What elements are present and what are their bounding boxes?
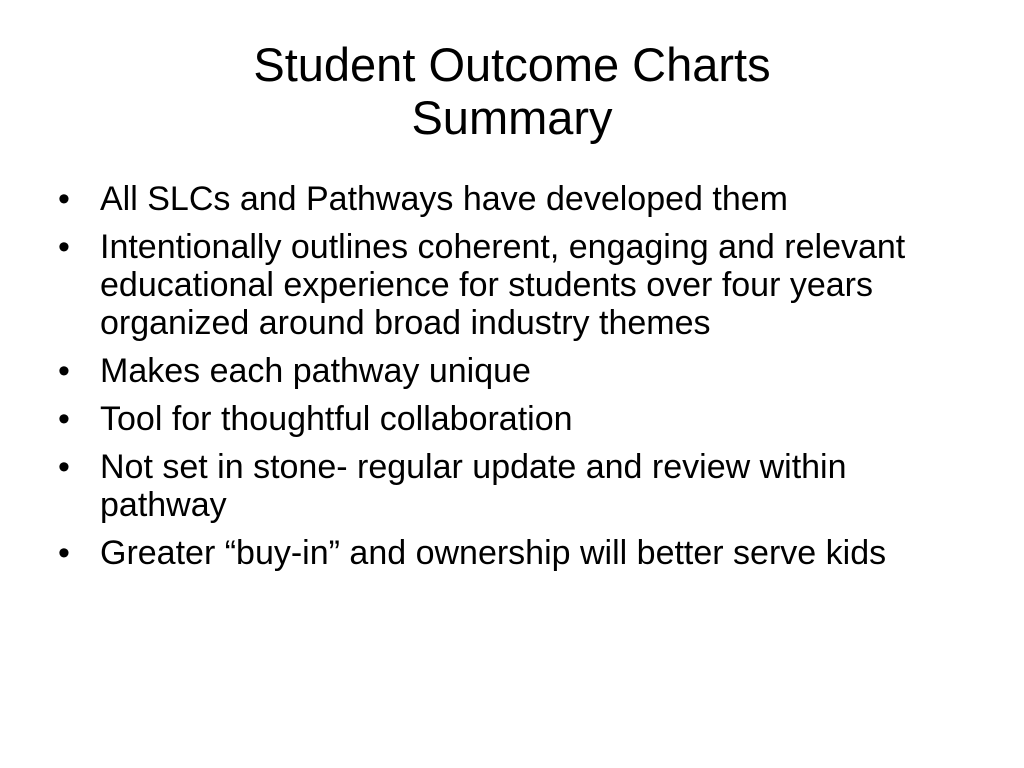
bullet-dot-icon: • [58, 228, 70, 266]
bullet-text: Not set in stone- regular update and review within pathway [100, 448, 847, 524]
bullet-dot-icon: • [58, 448, 70, 486]
bullet-item [58, 180, 978, 218]
bullet-item [58, 534, 978, 572]
bullet-list [58, 180, 978, 582]
slide-title [0, 38, 1024, 144]
bullet-text: All SLCs and Pathways have developed them [100, 180, 788, 218]
bullet-item [58, 400, 978, 438]
bullet-item [58, 352, 978, 390]
bullet-item [58, 228, 978, 342]
slide-title-line-1: Student Outcome Charts [253, 38, 771, 91]
bullet-text: Intentionally outlines coherent, engaging and relevant educational experience for students over four years organized around broad industry themes [100, 228, 906, 342]
slide-title-line-2: Summary [411, 91, 613, 144]
bullet-text: Greater “buy-in” and ownership will better serve kids [100, 534, 887, 572]
bullet-item [58, 448, 978, 524]
bullet-dot-icon: • [58, 180, 70, 218]
bullet-dot-icon: • [58, 352, 70, 390]
bullet-dot-icon: • [58, 400, 70, 438]
bullet-text: Tool for thoughtful collaboration [100, 400, 573, 438]
bullet-dot-icon: • [58, 534, 70, 572]
bullet-text: Makes each pathway unique [100, 352, 531, 390]
